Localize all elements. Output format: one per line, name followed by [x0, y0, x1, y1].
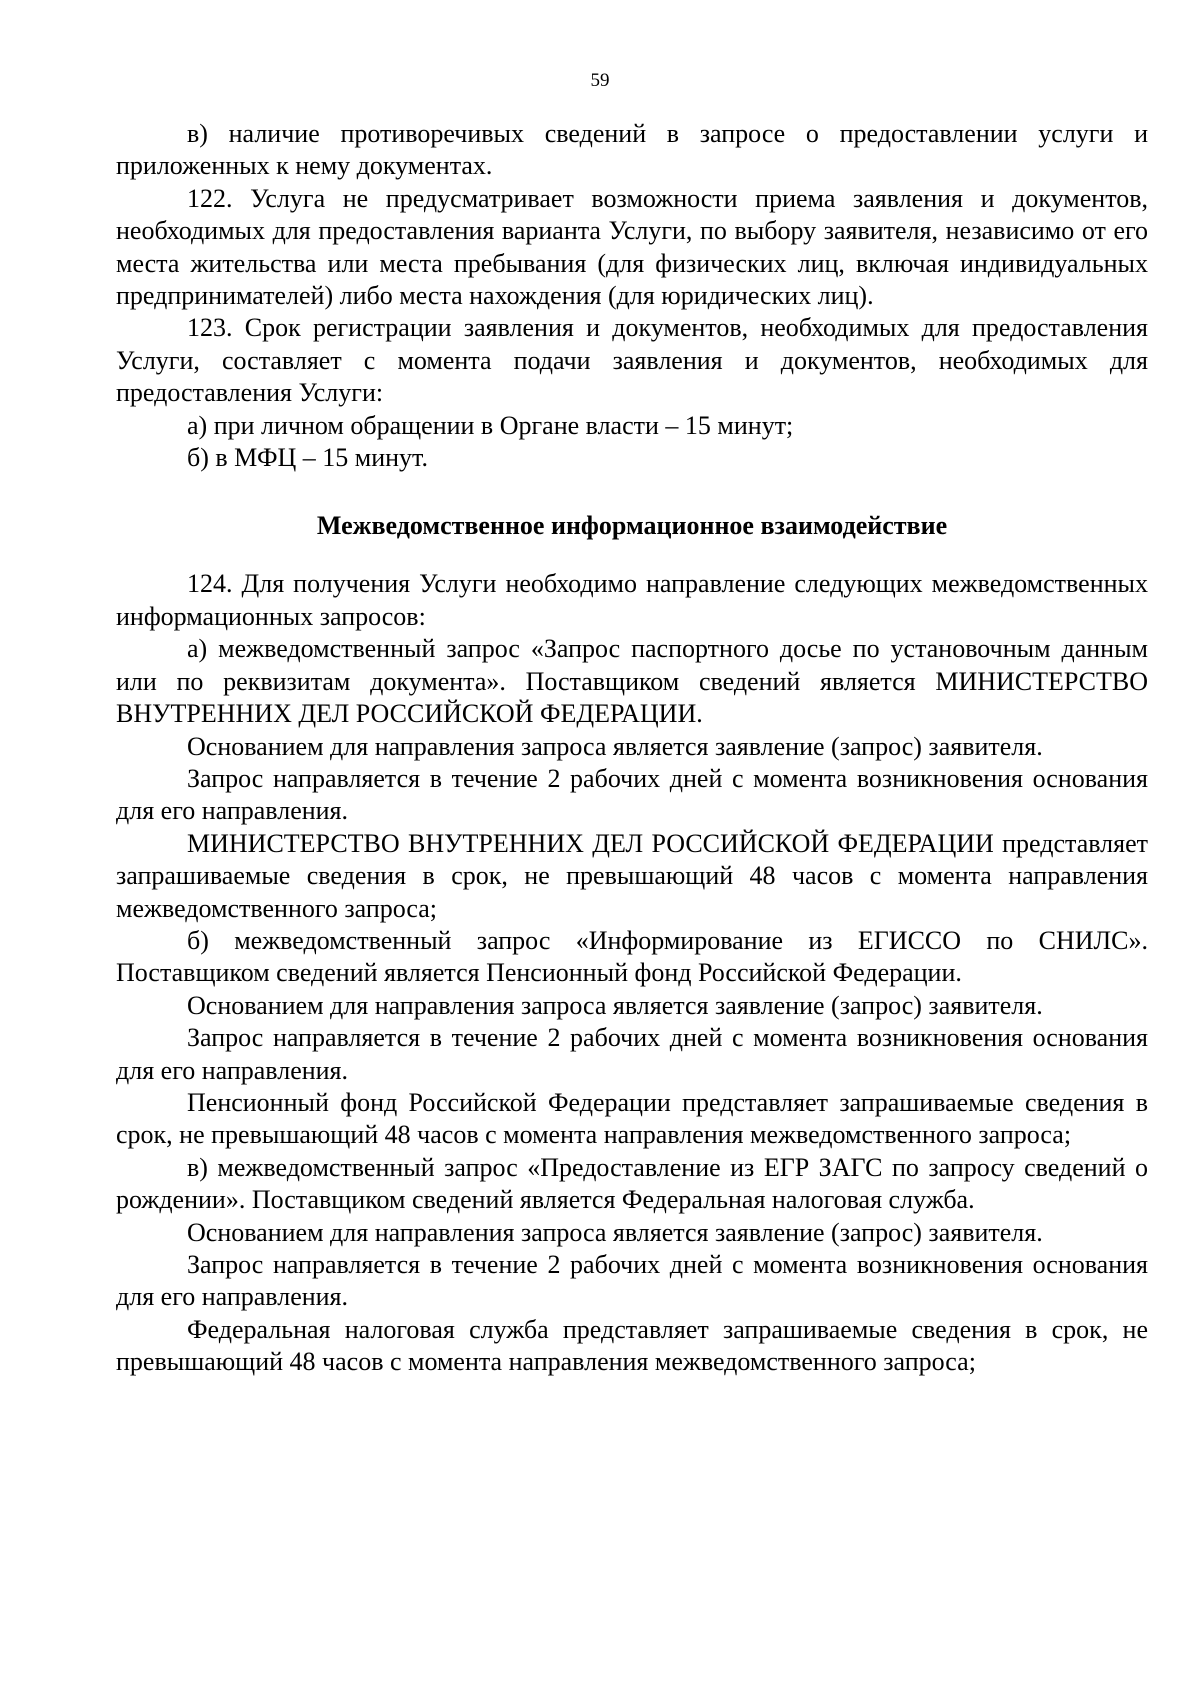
- paragraph-123-a: а) при личном обращении в Органе власти – 15 минут;: [187, 410, 794, 440]
- paragraph-122: 122. Услуга не предусматривает возможности приема заявления и документов, необходимых для предоставления варианта Услуги, по выбору заявителя, независимо от его места жительства или места пребывания (для физических лиц, включая индивидуальных предпринимателей) либо места нахождения (для юридических лиц).: [116, 183, 1148, 311]
- paragraph-item-v-contradictions: в) наличие противоречивых сведений в запросе о предоставлении услуги и приложенных к нему документах.: [116, 119, 1148, 181]
- paragraph-124: 124. Для получения Услуги необходимо направление следующих межведомственных информационных запросов:: [116, 569, 1148, 631]
- paragraph-provider-a: МИНИСТЕРСТВО ВНУТРЕННИХ ДЕЛ РОССИЙСКОЙ ФЕДЕРАЦИИ представляет запрашиваемые сведения в срок, не превышающий 48 часов с момента направления межведомственного запроса;: [116, 828, 1148, 923]
- paragraph-term-a: Запрос направляется в течение 2 рабочих дней с момента возникновения основания для его направления.: [116, 763, 1148, 826]
- page-number: 59: [590, 70, 610, 91]
- paragraph-basis-b: Основанием для направления запроса является заявление (запрос) заявителя.: [187, 990, 1043, 1020]
- paragraph-123: 123. Срок регистрации заявления и документов, необходимых для предоставления Услуги, составляет с момента подачи заявления и документов, необходимых для предоставления Услуги:: [116, 313, 1148, 408]
- section-heading: Межведомственное информационное взаимодействие: [316, 511, 948, 541]
- paragraph-basis-a: Основанием для направления запроса является заявление (запрос) заявителя.: [187, 731, 1043, 761]
- paragraph-term-v: Запрос направляется в течение 2 рабочих дней с момента возникновения основания для его направления.: [116, 1250, 1148, 1312]
- paragraph-basis-v: Основанием для направления запроса является заявление (запрос) заявителя.: [187, 1217, 1043, 1247]
- paragraph-124-a: а) межведомственный запрос «Запрос паспортного досье по установочным данным или по реквизитам документа». Поставщиком сведений является МИНИСТЕРСТВО ВНУТРЕННИХ ДЕЛ РОССИЙСКОЙ ФЕДЕРАЦИИ.: [116, 634, 1148, 729]
- paragraph-provider-b: Пенсионный фонд Российской Федерации представляет запрашиваемые сведения в срок, не превышающий 48 часов с момента направления межведомственного запроса;: [116, 1087, 1148, 1150]
- paragraph-123-b: б) в МФЦ – 15 минут.: [187, 443, 428, 473]
- paragraph-124-v: в) межведомственный запрос «Предоставление из ЕГР ЗАГС по запросу сведений о рождении». Поставщиком сведений является Федеральная налоговая служба.: [116, 1152, 1148, 1215]
- paragraph-provider-v: Федеральная налоговая служба представляет запрашиваемые сведения в срок, не превышающий 48 часов с момента направления межведомственного запроса;: [116, 1314, 1148, 1377]
- paragraph-124-b: б) межведомственный запрос «Информирование из ЕГИССО по СНИЛС». Поставщиком сведений является Пенсионный фонд Российской Федерации.: [116, 925, 1148, 988]
- paragraph-term-b: Запрос направляется в течение 2 рабочих дней с момента возникновения основания для его направления.: [116, 1023, 1148, 1085]
- document-body: [116, 118, 1148, 1379]
